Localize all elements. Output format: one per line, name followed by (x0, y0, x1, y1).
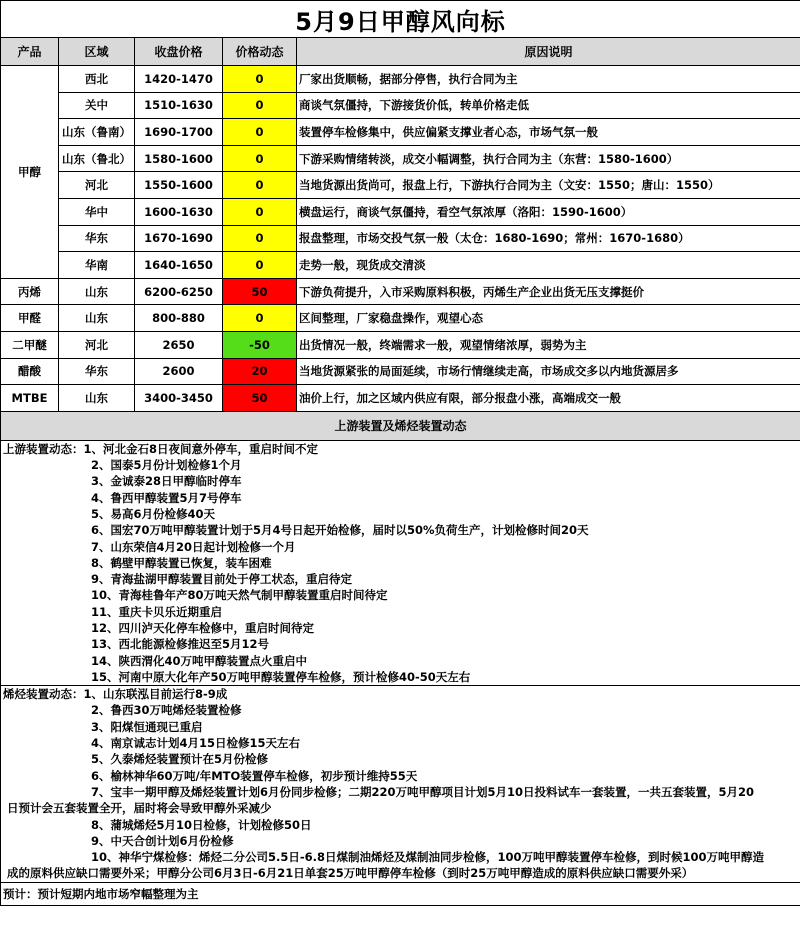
table-row (1, 145, 800, 172)
list-item: 6、国宏70万吨甲醇装置计划于5月4号日起开始检修，届时以50%负荷生产，计划检修时间20天 (91, 523, 589, 538)
product-cell: 甲醇 (1, 66, 59, 279)
upstream-label: 上游装置动态： (3, 441, 84, 456)
region-cell: 河北 (59, 331, 135, 358)
reason-cell: 出货情况一般，终端需求一般，观望情绪浓厚，弱势为主 (297, 331, 800, 358)
change-cell: 0 (223, 225, 297, 252)
table-row (1, 92, 800, 119)
change-cell: 0 (223, 305, 297, 332)
price-cell: 2600 (135, 358, 223, 385)
change-cell: 0 (223, 119, 297, 146)
table-row (1, 225, 800, 252)
price-cell: 1600-1630 (135, 198, 223, 225)
reason-cell: 下游负荷提升，入市采购原料积极，丙烯生产企业出货无压支撑挺价 (297, 278, 800, 305)
reason-cell: 装置停车检修集中，供应偏紧支撑业者心态，市场气氛一般 (297, 119, 800, 146)
header-change: 价格动态 (223, 38, 297, 66)
list-item: 4、南京诚志计划4月15日检修15天左右 (91, 736, 301, 751)
list-item: 8、蒲城烯烃5月10日检修，计划检修50日 (91, 817, 312, 832)
region-cell: 华东 (59, 225, 135, 252)
table-row (1, 119, 800, 146)
price-cell: 1670-1690 (135, 225, 223, 252)
reason-cell: 当地货源紧张的局面延续，市场行情继续走高，市场成交多以内地货源居多 (297, 358, 800, 385)
price-cell: 1420-1470 (135, 66, 223, 93)
region-cell: 关中 (59, 92, 135, 119)
region-cell: 华中 (59, 198, 135, 225)
list-item: 7、山东荣信4月20日起计划检修一个月 (91, 539, 296, 554)
list-item: 2、鲁西30万吨烯烃装置检修 (91, 703, 242, 718)
list-item: 日预计会五套装置全开，届时将会导致甲醇外采减少 (7, 801, 272, 816)
change-cell: 0 (223, 66, 297, 93)
change-cell: 0 (223, 198, 297, 225)
reason-cell: 走势一般，现货成交清淡 (297, 252, 800, 279)
price-cell: 1580-1600 (135, 145, 223, 172)
price-cell: 800-880 (135, 305, 223, 332)
price-cell: 6200-6250 (135, 278, 223, 305)
change-cell: 0 (223, 172, 297, 199)
region-cell: 山东（鲁北） (59, 145, 135, 172)
table-row (1, 252, 800, 279)
region-cell: 山东 (59, 278, 135, 305)
list-item: 4、鲁西甲醇装置5月7号停车 (91, 490, 242, 505)
reason-cell: 厂家出货顺畅，据部分停售，执行合同为主 (297, 66, 800, 93)
product-cell: 二甲醚 (1, 331, 59, 358)
header-region: 区域 (59, 38, 135, 66)
reason-cell: 横盘运行，商谈气氛僵持，看空气氛浓厚（洛阳：1590-1600） (297, 198, 800, 225)
olefin-section (1, 686, 800, 883)
price-cell: 1640-1650 (135, 252, 223, 279)
table-row (1, 198, 800, 225)
list-item: 上游装置动态：1、河北金石8日夜间意外停车，重启时间不定 (3, 441, 319, 456)
page-title: 5月9日甲醇风向标 (1, 1, 800, 38)
list-item: 5、久泰烯烃装置预计在5月份检修 (91, 752, 269, 767)
list-item: 8、鹤壁甲醇装置已恢复，装车困难 (91, 555, 272, 570)
price-cell: 1690-1700 (135, 119, 223, 146)
list-item: 10、青海桂鲁年产80万吨天然气制甲醇装置重启时间待定 (91, 588, 388, 603)
change-cell: 0 (223, 145, 297, 172)
list-item: 烯烃装置动态：1、山东联泓目前运行8-9成 (3, 687, 228, 702)
reason-cell: 油价上行，加之区域内供应有限，部分报盘小涨，高端成交一般 (297, 385, 800, 412)
region-cell: 山东 (59, 385, 135, 412)
product-cell: 甲醛 (1, 305, 59, 332)
list-item: 6、榆林神华60万吨/年MTO装置停车检修，初步预计维持55天 (91, 768, 418, 783)
price-cell: 1510-1630 (135, 92, 223, 119)
olefin-label: 烯烃装置动态： (3, 687, 84, 702)
list-item: 3、金诚泰28日甲醇临时停车 (91, 474, 242, 489)
list-item: 14、陕西渭化40万吨甲醇装置点火重启中 (91, 653, 308, 668)
price-cell: 3400-3450 (135, 385, 223, 412)
product-cell: 醋酸 (1, 358, 59, 385)
header-price: 收盘价格 (135, 38, 223, 66)
list-item: 15、河南中原大化年产50万吨甲醇装置停车检修，预计检修40-50天左右 (91, 669, 471, 684)
list-item: 13、西北能源检修推迟至5月12号 (91, 637, 270, 652)
reason-cell: 报盘整理，市场交投气氛一般（太仓：1680-1690；常州：1670-1680） (297, 225, 800, 252)
list-item: 12、四川泸天化停车检修中，重启时间待定 (91, 620, 315, 635)
table-row (1, 278, 800, 305)
upstream-section (1, 440, 800, 685)
region-cell: 华南 (59, 252, 135, 279)
reason-cell: 区间整理，厂家稳盘操作，观望心态 (297, 305, 800, 332)
list-item: 9、青海盐湖甲醇装置目前处于停工状态，重启待定 (91, 572, 352, 587)
region-cell: 西北 (59, 66, 135, 93)
list-item: 7、宝丰一期甲醇及烯烃装置计划6月份同步检修；二期220万吨甲醇项目计划5月10日投料试车一套装置，一共五套装置，5月20 (91, 784, 755, 799)
region-cell: 山东（鲁南） (59, 119, 135, 146)
table-row (1, 331, 800, 358)
price-cell: 2650 (135, 331, 223, 358)
header-reason: 原因说明 (297, 38, 800, 66)
region-cell: 华东 (59, 358, 135, 385)
header-row (1, 38, 800, 66)
reason-cell: 下游采购情绪转淡，成交小幅调整，执行合同为主（东营：1580-1600） (297, 145, 800, 172)
region-cell: 山东 (59, 305, 135, 332)
header-product: 产品 (1, 38, 59, 66)
list-item: 9、中天合创计划6月份检修 (91, 833, 234, 848)
change-cell: 20 (223, 358, 297, 385)
product-cell: 丙烯 (1, 278, 59, 305)
forecast-note: 预计：预计短期内地市场窄幅整理为主 (1, 882, 800, 905)
reason-cell: 商谈气氛僵持，下游接货价低，转单价格走低 (297, 92, 800, 119)
list-item: 成的原料供应缺口需要外采；甲醇分公司6月3日-6月21日单套25万吨甲醇停车检修（到时25万吨甲醇造成的原料供应缺口需要外采） (7, 866, 694, 881)
list-item: 5、易高6月份检修40天 (91, 506, 216, 521)
price-cell: 1550-1600 (135, 172, 223, 199)
table-row (1, 305, 800, 332)
reason-cell: 当地货源出货尚可，报盘上行，下游执行合同为主（文安：1550；唐山：1550） (297, 172, 800, 199)
list-item: 2、国泰5月份计划检修1个月 (91, 458, 242, 473)
table-row (1, 172, 800, 199)
change-cell: 50 (223, 385, 297, 412)
section-title: 上游装置及烯烃装置动态 (1, 411, 800, 440)
list-item: 3、阳煤恒通现已重启 (91, 719, 203, 734)
table-row (1, 358, 800, 385)
change-cell: -50 (223, 331, 297, 358)
change-cell: 0 (223, 252, 297, 279)
table-row (1, 66, 800, 93)
change-cell: 0 (223, 92, 297, 119)
region-cell: 河北 (59, 172, 135, 199)
change-cell: 50 (223, 278, 297, 305)
product-cell: MTBE (1, 385, 59, 412)
list-item: 11、重庆卡贝乐近期重启 (91, 604, 223, 619)
table-row (1, 385, 800, 412)
list-item: 10、神华宁煤检修：烯烃二分公司5.5日-6.8日煤制油烯烃及煤制油同步检修，100万吨甲醇装置停车检修，到时候100万吨甲醇造 (91, 850, 765, 865)
